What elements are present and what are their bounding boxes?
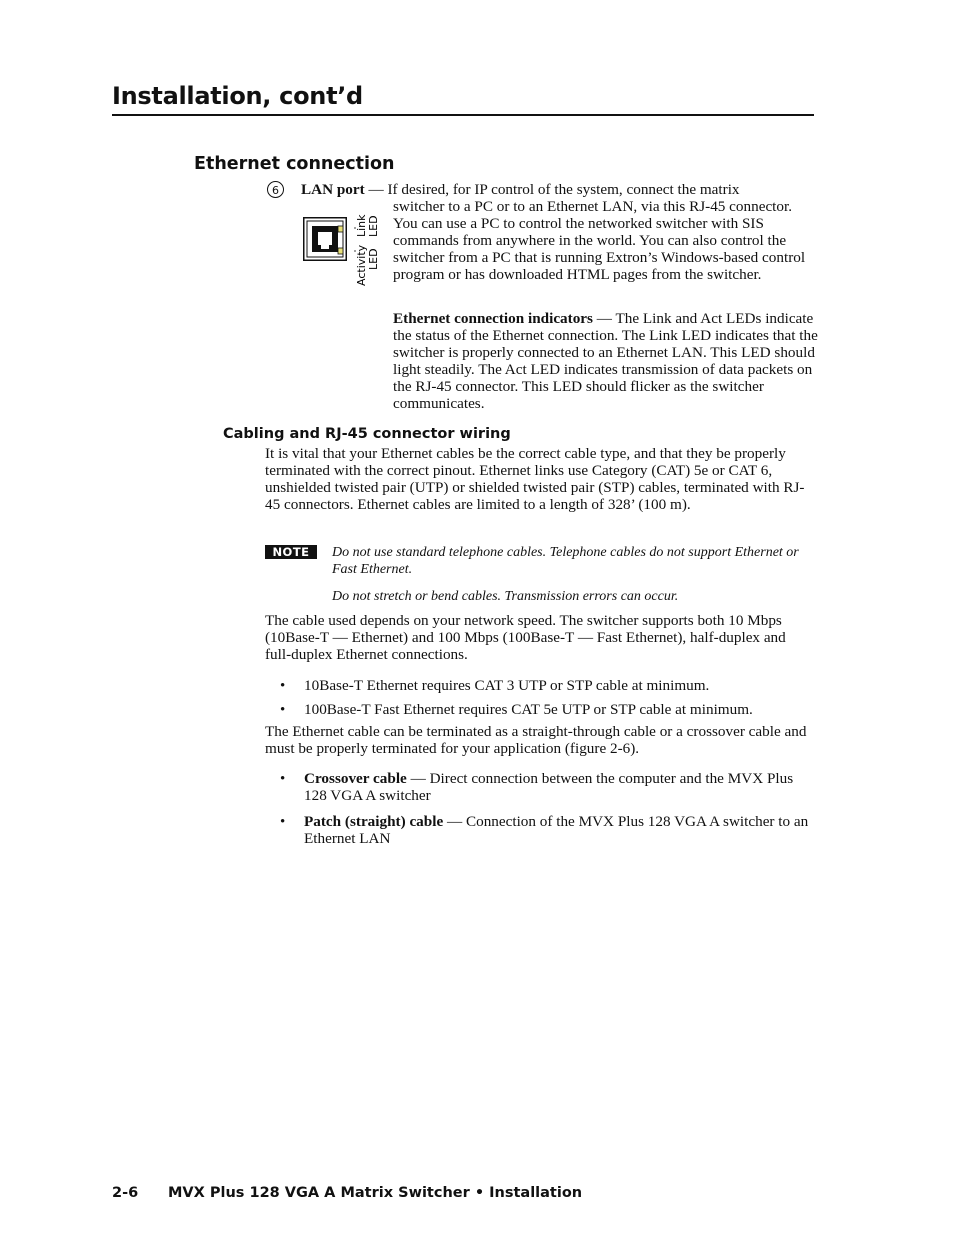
subsection-heading: Cabling and RJ-45 connector wiring [223, 426, 511, 442]
note-badge: NOTE [265, 545, 317, 559]
patch-term: Patch (straight) cable [304, 813, 444, 830]
bullet-symbol: • [280, 771, 286, 787]
list-item: 10Base-T Ethernet requires CAT 3 UTP or STP cable at minimum. [304, 677, 710, 694]
list-item-patch [304, 814, 814, 848]
speed-paragraph: The cable used depends on your network speed. The switcher supports both 10 Mbps (10Base-T — Ethernet) and 100 Mbps (100Base-T — Fast Ethernet), half-duplex and full-duplex Ethernet connections. [265, 612, 786, 663]
indicators-paragraph [393, 311, 818, 412]
note-text-2: Do not stretch or bend cables. Transmission errors can occur. [332, 589, 679, 604]
bullet-symbol: • [280, 814, 286, 830]
list-item-crossover [304, 771, 804, 805]
lan-port-paragraph: switcher to a PC or to an Ethernet LAN, via this RJ-45 connector. You can use a PC to control the networked switcher with SIS commands from anywhere in the world. You can also control the switcher from a PC that is running Extron’s Windows-based control program or has downloaded HTML pages from the switcher. [393, 198, 806, 283]
patch-text: — Connection of the MVX Plus 128 VGA A switcher to an Ethernet LAN [304, 813, 809, 847]
link-led-label: LED [367, 215, 380, 237]
note-text-1: Do not use standard telephone cables. Telephone cables do not support Ethernet or Fast Ethernet. [332, 545, 799, 577]
title-rule [112, 114, 814, 116]
led-labels-figure [354, 208, 384, 290]
callout-number-badge: 6 [267, 181, 284, 198]
crossover-text: — Direct connection between the computer and the MVX Plus 128 VGA A switcher [304, 770, 794, 804]
bullet-symbol: • [280, 678, 286, 694]
list-item: 100Base-T Fast Ethernet requires CAT 5e UTP or STP cable at minimum. [304, 701, 753, 718]
indicators-term: Ethernet connection indicators [393, 310, 593, 327]
activity-label: Activity [355, 244, 368, 286]
bullet-symbol: • [280, 702, 286, 718]
lan-port-intro [301, 182, 821, 199]
indicators-text: — The Link and Act LEDs indicate the status of the Ethernet connection. The Link LED indicates that the switcher is properly connected to an Ethernet LAN. This LED should light steadily. The Act LED indicates transmission of data packets on the RJ-45 connector. This LED should flicker as the switcher communicates. [393, 310, 818, 412]
crossover-term: Crossover cable [304, 770, 407, 787]
activity-led-label: LED [367, 248, 380, 270]
footer-page-number: 2-6 [112, 1185, 139, 1201]
lan-port-term: LAN port [301, 181, 365, 198]
footer-text: MVX Plus 128 VGA A Matrix Switcher • Installation [168, 1185, 583, 1201]
link-label: Link [355, 214, 368, 237]
lan-port-intro-text: — If desired, for IP control of the system, connect the matrix [364, 181, 740, 198]
section-heading: Ethernet connection [194, 154, 395, 174]
rj45-jack-icon [303, 217, 347, 261]
page-title: Installation, cont’d [112, 82, 363, 110]
cabling-paragraph: It is vital that your Ethernet cables be the correct cable type, and that they be properly terminated with the correct pinout. Ethernet links use Category (CAT) 5e or CAT 6, unshielded twisted pair (UTP) or shielded twisted pair (STP) cables, terminated with RJ-45 connectors. Ethernet cables are limited to a length of 328’ (100 m). [265, 445, 805, 513]
cable-paragraph: The Ethernet cable can be terminated as a straight-through cable or a crossover cable and must be properly terminated for your application (figure 2-6). [265, 723, 807, 757]
